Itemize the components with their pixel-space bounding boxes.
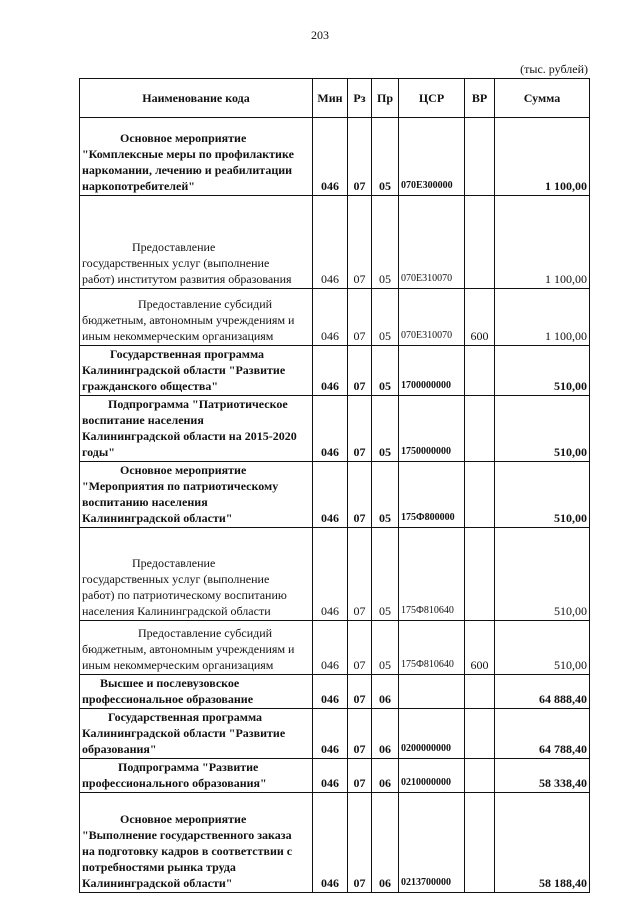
row-name (80, 709, 313, 759)
row-name-line: государственных услуг (выполнение (82, 572, 270, 586)
row-name-line: Подпрограмма "Развитие (118, 760, 259, 774)
row-vr (465, 759, 495, 793)
row-name-line: Предоставление субсидий (138, 297, 273, 311)
row-csr: 0210000000 (399, 759, 465, 793)
row-sum: 58 188,40 (495, 793, 590, 893)
row-min: 046 (313, 709, 348, 759)
row-name-line: потребностями рынка труда (82, 860, 236, 874)
row-pr: 06 (372, 793, 399, 893)
row-rz: 07 (348, 346, 372, 396)
row-min: 046 (313, 528, 348, 621)
row-name-line: работ) институтом развития образования (82, 272, 292, 286)
row-vr: 600 (465, 621, 495, 675)
col-header-csr: ЦСР (399, 79, 465, 118)
table-row (80, 346, 590, 396)
units-note: (тыс. рублей) (520, 62, 588, 76)
row-vr (465, 346, 495, 396)
row-min: 046 (313, 396, 348, 462)
row-csr: 0213700000 (399, 793, 465, 893)
row-sum: 510,00 (495, 396, 590, 462)
row-name-line: гражданского общества" (82, 379, 219, 393)
row-name-line: воспитание населения (82, 413, 204, 427)
row-rz: 07 (348, 528, 372, 621)
col-header-pr: Пр (372, 79, 399, 118)
row-vr (465, 793, 495, 893)
row-pr: 05 (372, 289, 399, 346)
table-row (80, 793, 590, 893)
table-row (80, 196, 590, 289)
row-name-line: Калининградской области" (82, 511, 233, 525)
row-rz: 07 (348, 759, 372, 793)
row-csr (399, 675, 465, 709)
row-vr: 600 (465, 289, 495, 346)
row-vr (465, 196, 495, 289)
row-csr: 0200000000 (399, 709, 465, 759)
row-name-line: Предоставление (132, 556, 216, 570)
header-row (80, 79, 590, 118)
row-name-line: профессионального образования" (82, 776, 267, 790)
row-sum: 1 100,00 (495, 289, 590, 346)
row-sum: 510,00 (495, 528, 590, 621)
row-rz: 07 (348, 675, 372, 709)
row-pr: 06 (372, 759, 399, 793)
row-min: 046 (313, 759, 348, 793)
row-vr (465, 528, 495, 621)
row-pr: 05 (372, 196, 399, 289)
table-row (80, 709, 590, 759)
row-name (80, 196, 313, 289)
table-row (80, 621, 590, 675)
row-min: 046 (313, 346, 348, 396)
row-rz: 07 (348, 462, 372, 528)
row-name-line: Предоставление субсидий (138, 626, 273, 640)
row-pr: 05 (372, 528, 399, 621)
row-name-line: Калининградской области на 2015-2020 (82, 429, 297, 443)
row-name-line: "Выполнение государственного заказа (82, 828, 292, 842)
row-sum: 510,00 (495, 621, 590, 675)
row-rz: 07 (348, 621, 372, 675)
row-name-line: Предоставление (132, 240, 216, 254)
row-name-line: иным некоммерческим организациям (82, 329, 274, 343)
row-name-line: Основное мероприятие (120, 812, 247, 826)
row-name-line: годы" (82, 445, 115, 459)
row-name-line: Калининградской области "Развитие (82, 363, 286, 377)
row-vr (465, 118, 495, 196)
row-name-line: бюджетным, автономным учреждениям и (82, 642, 295, 656)
row-pr: 05 (372, 621, 399, 675)
budget-table (79, 78, 590, 893)
row-min: 046 (313, 118, 348, 196)
row-name (80, 759, 313, 793)
row-name (80, 462, 313, 528)
row-vr (465, 396, 495, 462)
row-vr (465, 462, 495, 528)
row-vr (465, 709, 495, 759)
row-csr: 1700000000 (399, 346, 465, 396)
table-row (80, 528, 590, 621)
row-name-line: на подготовку кадров в соответствии с (82, 844, 293, 858)
row-name (80, 793, 313, 893)
row-name (80, 346, 313, 396)
row-sum: 58 338,40 (495, 759, 590, 793)
row-name-line: "Комплексные меры по профилактике (82, 147, 294, 161)
row-name-line: Основное мероприятие (120, 131, 247, 145)
row-name-line: наркопотребителей" (82, 179, 195, 193)
row-rz: 07 (348, 118, 372, 196)
row-name-line: работ) по патриотическому воспитанию (82, 588, 287, 602)
row-csr: 175Ф810640 (399, 621, 465, 675)
col-header-name: Наименование кода (80, 79, 313, 118)
row-min: 046 (313, 196, 348, 289)
col-header-rz: Рз (348, 79, 372, 118)
row-pr: 06 (372, 709, 399, 759)
row-rz: 07 (348, 396, 372, 462)
row-pr: 05 (372, 396, 399, 462)
table-row (80, 396, 590, 462)
row-name-line: населения Калининградской области (82, 604, 271, 618)
row-name (80, 675, 313, 709)
row-name-line: Высшее и послевузовское (100, 676, 240, 690)
row-csr: 070E310070 (399, 196, 465, 289)
row-pr: 05 (372, 462, 399, 528)
row-name-line: Подпрограмма "Патриотическое (108, 397, 288, 411)
row-name-line: иным некоммерческим организациям (82, 658, 274, 672)
row-csr: 175Ф800000 (399, 462, 465, 528)
row-sum: 64 888,40 (495, 675, 590, 709)
row-sum: 64 788,40 (495, 709, 590, 759)
row-name-line: "Мероприятия по патриотическому (82, 479, 279, 493)
row-min: 046 (313, 793, 348, 893)
row-name-line: образования" (82, 742, 157, 756)
row-sum: 1 100,00 (495, 118, 590, 196)
row-pr: 05 (372, 118, 399, 196)
row-name-line: государственных услуг (выполнение (82, 256, 270, 270)
row-name-line: Калининградской области "Развитие (82, 726, 286, 740)
table-row (80, 118, 590, 196)
col-header-min: Мин (313, 79, 348, 118)
row-name-line: воспитанию населения (82, 495, 208, 509)
row-csr: 070E300000 (399, 118, 465, 196)
row-name-line: наркомании, лечению и реабилитации (82, 163, 293, 177)
row-name (80, 396, 313, 462)
row-sum: 510,00 (495, 462, 590, 528)
row-pr: 05 (372, 346, 399, 396)
row-min: 046 (313, 621, 348, 675)
row-sum: 1 100,00 (495, 196, 590, 289)
row-sum: 510,00 (495, 346, 590, 396)
row-rz: 07 (348, 196, 372, 289)
row-name-line: профессиональное образование (82, 692, 254, 706)
table-row (80, 675, 590, 709)
row-csr: 070E310070 (399, 289, 465, 346)
row-name (80, 528, 313, 621)
row-name-line: Калининградской области" (82, 876, 233, 890)
row-rz: 07 (348, 793, 372, 893)
table-row (80, 759, 590, 793)
row-csr: 175Ф810640 (399, 528, 465, 621)
col-header-sum: Сумма (495, 79, 590, 118)
row-rz: 07 (348, 709, 372, 759)
row-rz: 07 (348, 289, 372, 346)
row-name-line: Государственная программа (110, 347, 265, 361)
row-min: 046 (313, 289, 348, 346)
table-row (80, 289, 590, 346)
table-row (80, 462, 590, 528)
row-name-line: бюджетным, автономным учреждениям и (82, 313, 295, 327)
col-header-vr: ВР (465, 79, 495, 118)
row-min: 046 (313, 675, 348, 709)
row-name (80, 621, 313, 675)
page-number: 203 (311, 28, 329, 42)
row-name (80, 289, 313, 346)
row-min: 046 (313, 462, 348, 528)
row-csr: 1750000000 (399, 396, 465, 462)
row-pr: 06 (372, 675, 399, 709)
row-name-line: Основное мероприятие (120, 463, 247, 477)
row-name (80, 118, 313, 196)
row-vr (465, 675, 495, 709)
row-name-line: Государственная программа (108, 710, 263, 724)
table-body (80, 118, 590, 893)
